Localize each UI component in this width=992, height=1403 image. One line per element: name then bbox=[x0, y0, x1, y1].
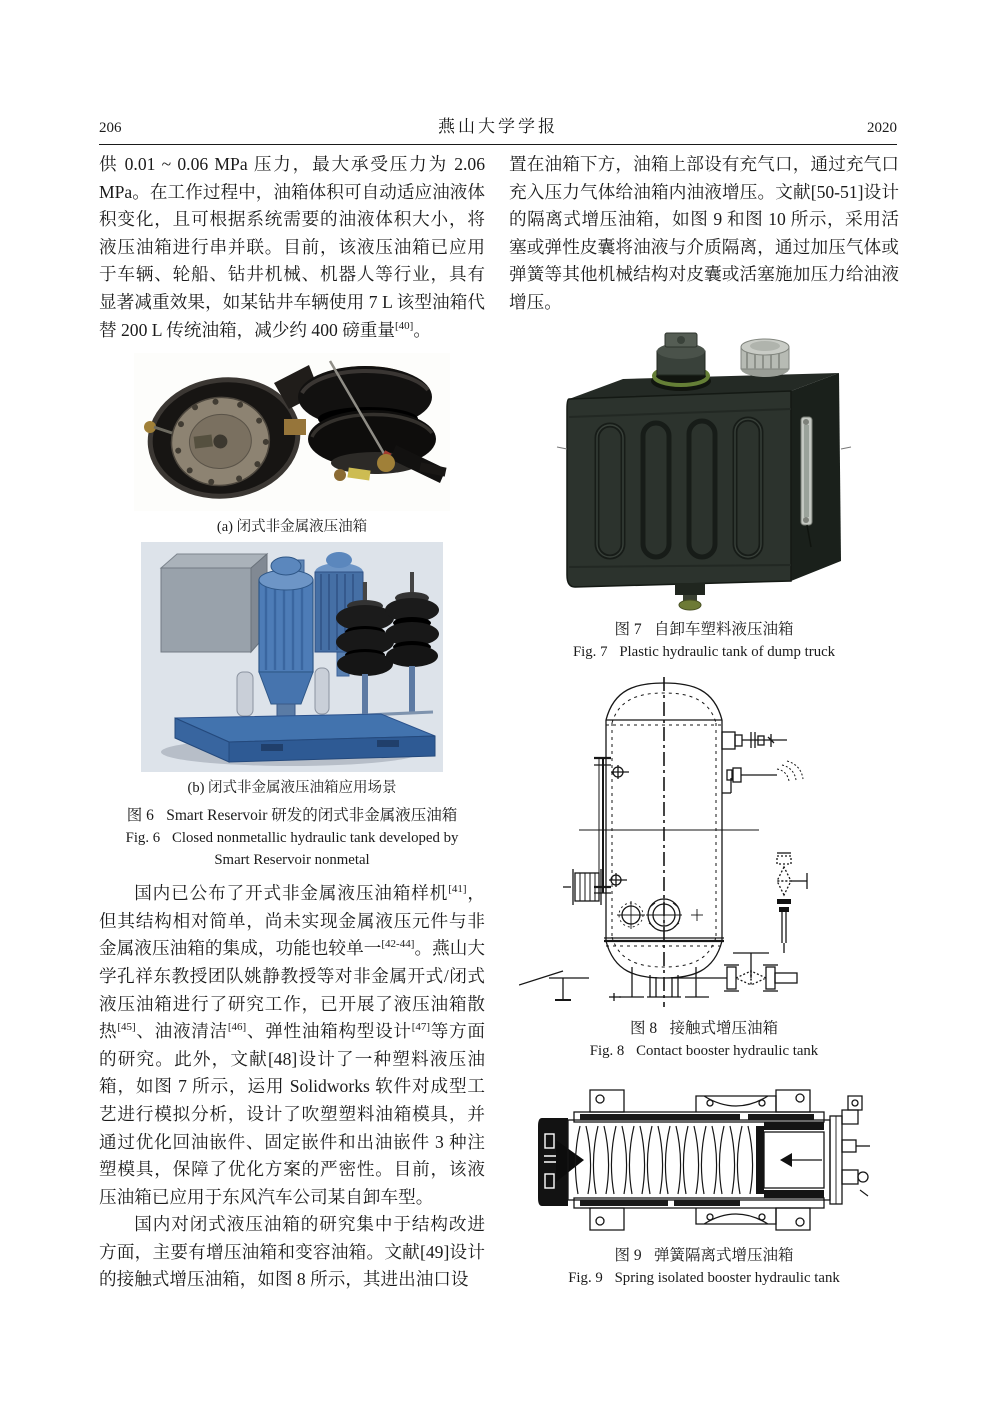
figure-6-caption-zh-text: Smart Reservoir 研发的闭式非金属液压油箱 bbox=[166, 807, 458, 825]
figure-7-image bbox=[539, 329, 869, 611]
figure-6b bbox=[99, 542, 485, 797]
left-column bbox=[99, 151, 485, 1294]
figure-9-caption-en-label: Fig. 9 bbox=[568, 1269, 603, 1286]
figure-7 bbox=[509, 329, 899, 663]
figure-6-caption-en-line2: Smart Reservoir nonmetal bbox=[214, 852, 370, 869]
header-rule bbox=[99, 144, 897, 145]
figure-6a bbox=[99, 353, 485, 536]
figure-8 bbox=[509, 675, 899, 1062]
figure-9 bbox=[509, 1082, 899, 1289]
figure-9-caption-en-text: Spring isolated booster hydraulic tank bbox=[614, 1269, 840, 1286]
page-header bbox=[99, 112, 897, 137]
figure-6b-subcaption: (b) 闭式非金属液压油箱应用场景 bbox=[187, 780, 397, 797]
figure-9-caption-zh-text: 弹簧隔离式增压油箱 bbox=[654, 1246, 794, 1264]
figure-8-image bbox=[519, 675, 889, 1010]
figure-6-caption-en-label: Fig. 6 bbox=[125, 830, 161, 847]
figure-6-caption-en-line1: Closed nonmetallic hydraulic tank developed by bbox=[171, 830, 459, 847]
figure-6a-image bbox=[134, 353, 450, 511]
paragraph-3: 国内对闭式液压油箱的研究集中于结构改进方面，主要有增压油箱和变容油箱。文献[49]设计的接触式增压油箱，如图 8 所示，其进出油口设 bbox=[99, 1214, 485, 1290]
journal-year: 2020 bbox=[867, 120, 897, 136]
figure-8-caption-en-label: Fig. 8 bbox=[589, 1042, 625, 1059]
figure-8-caption-en-text: Contact booster hydraulic tank bbox=[636, 1042, 819, 1059]
figure-8-caption-zh-text: 接触式增压油箱 bbox=[669, 1019, 779, 1037]
figure-8-caption-zh-label: 图 8 bbox=[629, 1019, 658, 1037]
paragraph-4: 置在油箱下方，油箱上部设有充气口，通过充气口充入压力气体给油箱内油液增压。文献[50-51]设计的隔离式增压油箱，如图 9 和图 10 所示，采用活塞或弹性皮囊将油液与介质隔离，通过加压气体或弹簧等其他机械结构对皮囊或活塞施加压力给油液增压。 bbox=[509, 154, 899, 312]
breather-cap-light bbox=[741, 339, 789, 377]
paragraph-1: 供 0.01 ~ 0.06 MPa 压力，最大承受压力为 2.06 MPa。在工作过程中，油箱体积可自动适应油液体积变化，且可根据系统需要的油液体积大小，将液压油箱进行串并联。目前，该液压油箱已应用于车辆、轮船、钻井机械、机器人等行业，具有显著减重效果，如某钻井车辆使用 7 L 该型油箱代替 200 L 传统油箱，减少约 400 磅重量[40]。 bbox=[99, 154, 485, 340]
page-number: 206 bbox=[99, 120, 122, 136]
figure-7-caption-en-label: Fig. 7 bbox=[572, 643, 608, 660]
figure-7-caption-zh-text: 自卸车塑料液压油箱 bbox=[654, 620, 794, 638]
figure-7-caption-zh-label: 图 7 bbox=[614, 620, 642, 638]
paragraph-2: 国内已公布了开式非金属液压油箱样机[41]，但其结构相对简单，尚未实现金属液压元件与非金属液压油箱的集成，功能也较单一[42-44]。燕山大学孔祥东教授团队姚静教授等对非金属开式/闭式液压油箱进行了研究工作，已开展了液压油箱散热[45]、油液清洁[46]、弹性油箱构型设计[47]等方面的研究。此外，文献[48]设计了一种塑料液压油箱，如图 7 所示，运用 Solidworks 软件对成型工艺进行模拟分析，设计了吹塑塑料油箱模具，并通过优化回油嵌件、固定嵌件和出油嵌件 3 种注塑模具，保障了优化方案的严密性。目前，该液压油箱已应用于东风汽车公司某自卸车型。 bbox=[99, 883, 485, 1207]
figure-6-caption-zh-label: 图 6 bbox=[126, 807, 154, 825]
figure-6-caption bbox=[99, 803, 485, 871]
figure-9-image bbox=[538, 1082, 870, 1237]
journal-title: 燕山大学学报 bbox=[438, 117, 558, 136]
figure-6b-image bbox=[141, 542, 443, 772]
figure-7-caption-en-text: Plastic hydraulic tank of dump truck bbox=[619, 643, 836, 660]
right-column bbox=[509, 151, 899, 1289]
figure-9-caption-zh-label: 图 9 bbox=[614, 1246, 642, 1264]
figure-6a-subcaption: (a) 闭式非金属液压油箱 bbox=[216, 519, 368, 536]
